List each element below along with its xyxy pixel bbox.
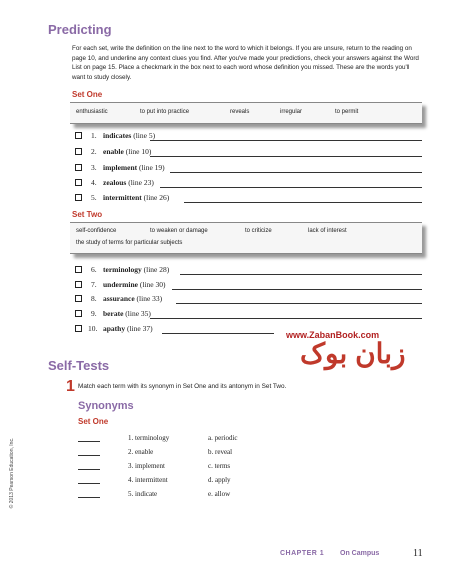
item-number: 6. (91, 265, 97, 274)
table-row (78, 462, 278, 474)
item-term (103, 178, 154, 187)
word-box-item: to put into practice (140, 109, 190, 115)
item-number: 4. (91, 178, 97, 187)
watermark-logo: زبان بوک (300, 338, 406, 369)
answer-blank[interactable] (78, 441, 100, 442)
item-term (103, 294, 162, 303)
option-cell: e. allow (208, 490, 231, 498)
term-line-ref: (line 5) (133, 131, 156, 140)
synonyms-set-label: Set One (78, 417, 109, 426)
word-box-item: the study of terms for particular subjects (76, 240, 183, 246)
item-number: 10. (88, 324, 98, 333)
checkbox[interactable] (75, 132, 82, 139)
item-term (103, 324, 153, 333)
list-item (75, 280, 425, 292)
exercise-instruction: Match each term with its synonym in Set One and its antonym in Set Two. (78, 383, 287, 390)
synonyms-heading: Synonyms (78, 400, 134, 412)
term-word: zealous (103, 178, 127, 187)
term-line-ref: (line 28) (143, 265, 170, 274)
checkbox[interactable] (75, 148, 82, 155)
answer-blank[interactable] (78, 497, 100, 498)
set-two-word-box (70, 222, 422, 254)
list-item (75, 178, 425, 190)
term-line-ref: (line 26) (143, 193, 170, 202)
word-box-item: irregular (280, 109, 303, 115)
checkbox[interactable] (75, 295, 82, 302)
answer-line[interactable] (184, 202, 422, 203)
list-item (75, 131, 425, 143)
word-box-item: to weaken or damage (150, 228, 208, 234)
word-box-item: enthusiastic (76, 109, 108, 115)
word-box-item: to permit (335, 109, 359, 115)
word-box-item: reveals (230, 109, 250, 115)
answer-blank[interactable] (78, 483, 100, 484)
term-word: assurance (103, 294, 135, 303)
term-line-ref: (line 37) (126, 324, 153, 333)
set-two-title: Set Two (72, 210, 103, 219)
word-box-item: self-confidence (76, 228, 117, 234)
term-line-ref: (line 19) (139, 163, 165, 172)
term-cell: 5. indicate (128, 490, 158, 498)
term-word: implement (103, 163, 138, 172)
answer-line[interactable] (162, 333, 274, 334)
item-term (103, 193, 169, 202)
option-cell: c. terms (208, 462, 231, 470)
answer-line[interactable] (172, 289, 422, 290)
item-term (103, 131, 155, 140)
word-box-item: lack of interest (308, 228, 347, 234)
watermark-url: www.ZabanBook.com (286, 330, 380, 340)
term-word: indicates (103, 131, 132, 140)
answer-line[interactable] (150, 156, 422, 157)
term-line-ref: (line 10) (125, 147, 152, 156)
item-number: 7. (91, 280, 97, 289)
answer-blank[interactable] (78, 455, 100, 456)
option-cell: d. apply (208, 476, 231, 484)
exercise-number: 1 (66, 378, 75, 395)
copyright-notice: © 2013 Pearson Education, Inc. (9, 437, 15, 509)
footer-section: On Campus (340, 550, 380, 557)
item-number: 1. (91, 131, 97, 140)
checkbox[interactable] (75, 164, 82, 171)
answer-line[interactable] (180, 274, 422, 275)
item-number: 2. (91, 147, 97, 156)
page-heading: Predicting (48, 22, 112, 37)
term-word: berate (103, 309, 124, 318)
word-box-item: to criticize (245, 228, 272, 234)
term-cell: 4. intermittent (128, 476, 168, 484)
set-one-title: Set One (72, 90, 103, 99)
footer-chapter: CHAPTER 1 (280, 550, 325, 557)
table-row (78, 434, 278, 446)
answer-line[interactable] (176, 303, 422, 304)
self-tests-heading: Self-Tests (48, 358, 110, 373)
item-term (103, 309, 151, 318)
checkbox[interactable] (75, 281, 82, 288)
answer-line[interactable] (150, 140, 422, 141)
item-term (103, 265, 169, 274)
term-line-ref: (line 33) (136, 294, 163, 303)
table-row (78, 476, 278, 488)
term-word: apathy (103, 324, 126, 333)
term-word: terminology (103, 265, 142, 274)
item-number: 5. (91, 193, 97, 202)
item-number: 3. (91, 163, 97, 172)
set-one-word-box (70, 102, 422, 124)
answer-line[interactable] (150, 318, 422, 319)
list-item (75, 163, 425, 175)
answer-line[interactable] (160, 187, 422, 188)
instructions-paragraph: For each set, write the definition on the line next to the word to which it belongs. If you are unsure, return to the reading on page 10, and underline any context clues you find. After you've made your predictions, check your answers against the Word List on page 15. Place a checkmark in the box next to each word whose definition you missed. These are the words you'll want to study closely. (72, 45, 419, 81)
option-cell: a. periodic (208, 434, 238, 442)
table-row (78, 490, 278, 502)
term-word: intermittent (103, 193, 142, 202)
option-cell: b. reveal (208, 448, 233, 456)
list-item (75, 309, 425, 321)
checkbox[interactable] (75, 310, 82, 317)
term-cell: 2. enable (128, 448, 154, 456)
table-row (78, 448, 278, 460)
term-word: enable (103, 147, 124, 156)
list-item (75, 294, 425, 306)
checkbox[interactable] (75, 194, 82, 201)
term-line-ref: (line 23) (128, 178, 154, 187)
item-number: 8. (91, 294, 97, 303)
term-line-ref: (line 35) (125, 309, 151, 318)
page-number: 11 (413, 548, 423, 559)
list-item (75, 265, 425, 277)
term-line-ref: (line 30) (139, 280, 166, 289)
checkbox[interactable] (75, 325, 82, 332)
item-term (103, 280, 166, 289)
checkbox[interactable] (75, 179, 82, 186)
footer (280, 548, 430, 560)
answer-line[interactable] (170, 172, 422, 173)
term-cell: 1. terminology (128, 434, 170, 442)
term-word: undermine (103, 280, 139, 289)
item-term (103, 163, 165, 172)
answer-blank[interactable] (78, 469, 100, 470)
item-number: 9. (91, 309, 97, 318)
item-term (103, 147, 151, 156)
list-item (75, 193, 425, 205)
checkbox[interactable] (75, 266, 82, 273)
list-item (75, 147, 425, 159)
term-cell: 3. implement (128, 462, 165, 470)
